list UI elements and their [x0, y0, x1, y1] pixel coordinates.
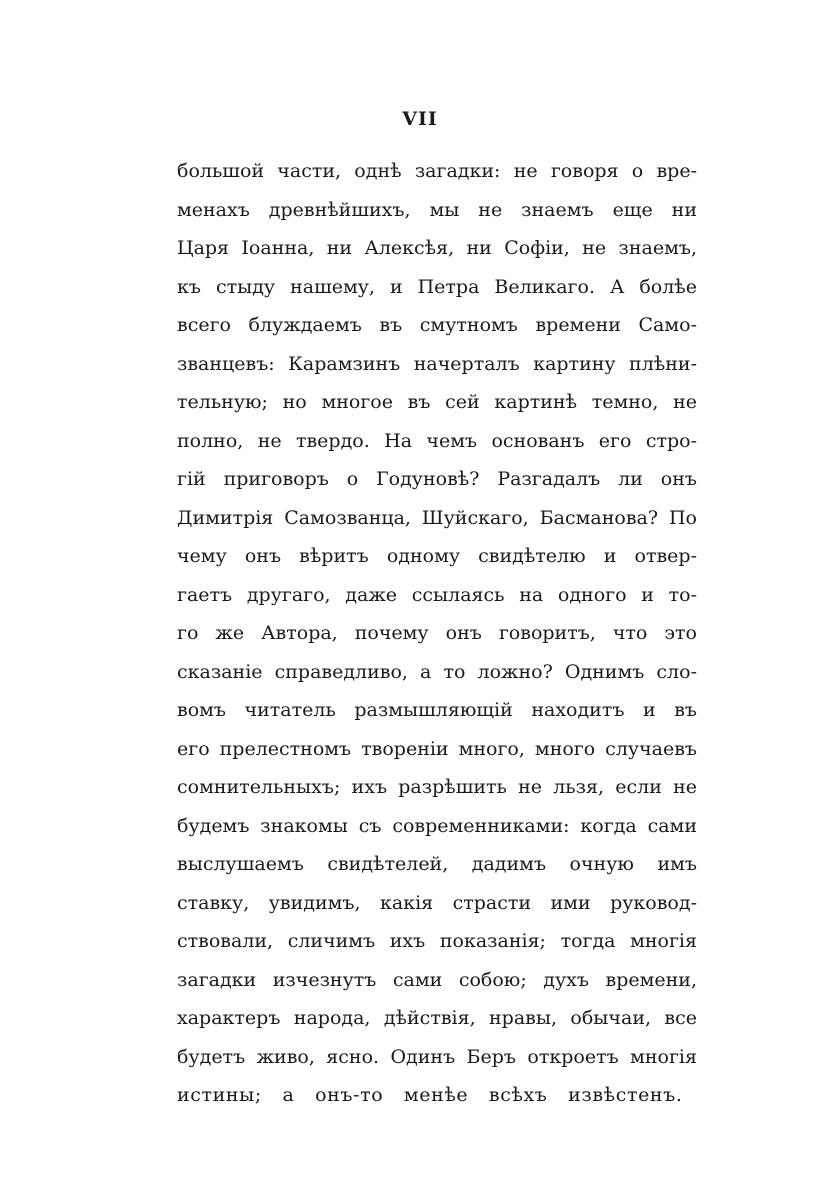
text-line: будетъ живо, ясно. Одинъ Беръ откроетъ многія — [177, 1045, 697, 1068]
text-line: гаетъ другаго, даже ссылаясь на одного и то- — [177, 583, 697, 606]
text-line: полно, не твердо. На чемъ основанъ его стро- — [177, 429, 697, 452]
text-line: будемъ знакомы съ современниками: когда сами — [177, 814, 697, 837]
text-line: сомнительныхъ; ихъ разрѣшить не льзя, если не — [177, 776, 697, 798]
text-line: къ стыду нашему, и Петра Великаго. А болѣе — [177, 275, 697, 298]
text-line: сказаніе справедливо, а то ложно? Однимъ сло- — [177, 660, 697, 683]
text-line: Димитрія Самозванца, Шуйскаго, Басманова? По — [177, 506, 697, 529]
text-line: загадки изчезнутъ сами собою; духъ времени, — [177, 968, 697, 991]
text-line: ствовали, сличимъ ихъ показанія; тогда многія — [177, 930, 697, 952]
text-line: характеръ народа, дѣйствія, нравы, обычаи, все — [177, 1007, 697, 1029]
text-line: званцевъ: Карамзинъ начерталъ картину плѣни- — [177, 352, 697, 375]
text-line: тельную; но многое въ сей картинѣ темно, не — [177, 391, 697, 413]
text-line: чему онъ вѣритъ одному свидѣтелю и отвер- — [177, 545, 697, 567]
text-line: менахъ древнѣйшихъ, мы не знаемъ еще ни — [177, 198, 697, 221]
text-line: большой части, однѣ загадки: не говоря о вре- — [177, 160, 697, 182]
text-line: выслушаемъ свидѣтелей, дадимъ очную имъ — [177, 853, 697, 875]
text-line: ставку, увидимъ, какія страсти ими руковод- — [177, 891, 697, 914]
text-line: его прелестномъ твореніи много, много случаевъ — [177, 737, 697, 760]
text-line: го же Автора, почему онъ говоритъ, что это — [177, 622, 697, 644]
text-line: Царя Іоанна, ни Алексѣя, ни Софіи, не знаемъ, — [177, 237, 697, 259]
text-line: вомъ читатель размышляющій находитъ и въ — [177, 699, 697, 721]
text-line: истины; а онъ-то менѣе всѣхъ извѣстенъ. — [177, 1084, 683, 1106]
text-line: всего блуждаемъ въ смутномъ времени Само- — [177, 314, 697, 336]
page-number: VII — [402, 108, 438, 130]
body-text — [177, 152, 697, 1115]
text-line: гій приговоръ о Годуновѣ? Разгадалъ ли онъ — [177, 468, 697, 490]
